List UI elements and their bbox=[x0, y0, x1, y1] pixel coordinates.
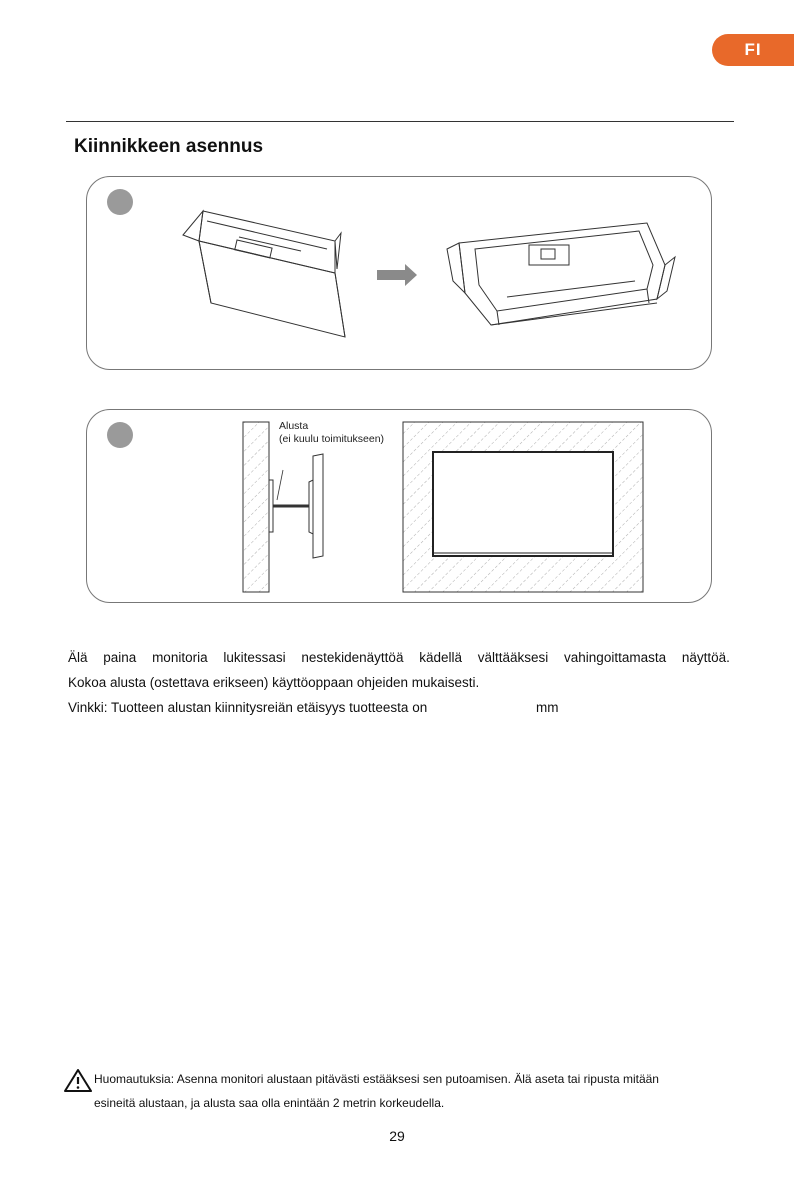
instruction-line-2: Kokoa alusta (ostettava erikseen) käyttöoppaan ohjeiden mukaisesti. bbox=[68, 675, 480, 690]
tip-line: Vinkki: Tuotteen alustan kiinnitysreiän etäisyys tuotteesta on bbox=[68, 700, 428, 715]
warning-icon bbox=[64, 1068, 92, 1092]
step2-panel bbox=[86, 409, 712, 603]
note-line-2: esineitä alustaan, ja alusta saa olla enintään 2 metrin korkeudella. bbox=[94, 1096, 445, 1110]
note-line-1: Huomautuksia: Asenna monitori alustaan pitävästi estääksesi sen putoamisen. Älä aseta tai ripusta mitään bbox=[94, 1072, 659, 1086]
instruction-word: Älä bbox=[68, 650, 88, 665]
header-rule bbox=[66, 121, 734, 122]
instruction-word: näyttöä. bbox=[681, 650, 730, 665]
language-tab: FI bbox=[712, 34, 794, 66]
instruction-word: monitoria bbox=[152, 650, 208, 665]
instruction-word: lukitessasi bbox=[223, 650, 286, 665]
stand-callout-note: (ei kuulu toimitukseen) bbox=[279, 433, 385, 445]
page-number: 29 bbox=[389, 1128, 405, 1144]
instruction-word: nestekidenäyttöä bbox=[301, 650, 404, 665]
unboxing-illustration bbox=[87, 177, 713, 371]
wall-mount-illustration bbox=[87, 410, 713, 604]
step1-panel bbox=[86, 176, 712, 370]
instruction-word: vahingoittamasta bbox=[564, 650, 667, 665]
stand-callout-label: Alusta bbox=[279, 420, 309, 432]
instruction-word: välttääksesi bbox=[477, 650, 549, 665]
section-title: Kiinnikkeen asennus bbox=[74, 136, 264, 157]
instruction-line-1 bbox=[68, 650, 730, 665]
instruction-word: kädellä bbox=[419, 650, 462, 665]
instruction-word: paina bbox=[103, 650, 137, 665]
tip-unit: mm bbox=[536, 700, 559, 715]
